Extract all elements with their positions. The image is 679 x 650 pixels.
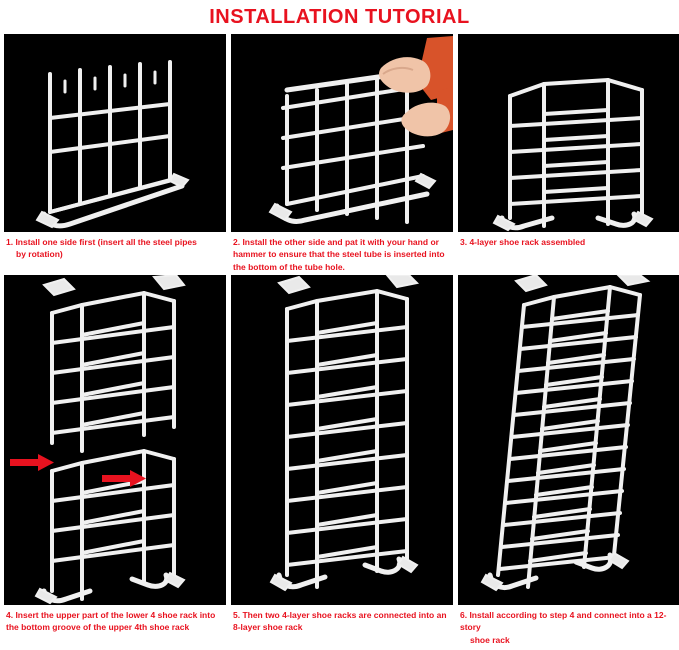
step-6-caption [458, 605, 679, 646]
step-1-caption-line2: by rotation) [16, 249, 63, 260]
step-6-caption-line2: shoe rack [470, 634, 510, 645]
step-1 [4, 34, 226, 273]
steps-grid [0, 34, 679, 646]
step-1-caption-line1: 1. Install one side first (insert all the steel pipes [6, 237, 197, 247]
four-layer-rack-illustration [458, 34, 679, 232]
step-2-caption [231, 232, 453, 273]
step-5-caption [231, 605, 453, 634]
second-side-install-illustration [231, 34, 453, 232]
step-2-image [231, 34, 453, 232]
side-frame-assembly-illustration [4, 34, 226, 232]
step-5 [231, 275, 453, 646]
step-3-image [458, 34, 679, 232]
step-1-image [4, 34, 226, 232]
step-4-caption [4, 605, 226, 634]
step-6-caption-line1: 6. Install according to step 4 and connect into a 12-story [460, 609, 667, 633]
twelve-layer-rack-illustration [458, 275, 679, 605]
step-2-caption-line3: into the bottom of the tube hole. [233, 249, 445, 272]
page-title: INSTALLATION TUTORIAL [209, 6, 470, 28]
step-4-caption-line1: 4. Insert the upper part of the lower 4 shoe rack [6, 609, 198, 620]
red-arrow-left [10, 454, 54, 471]
step-3-caption-line1: 3. 4-layer shoe rack assembled [460, 237, 586, 247]
step-2-caption-line2: or hammer to ensure that the steel tube is inserted [233, 237, 439, 260]
step-4 [4, 275, 226, 646]
step-4-caption-line2: into the bottom groove of the upper 4th shoe rack [6, 609, 216, 633]
step-3-caption [458, 232, 679, 248]
step-6 [458, 275, 679, 646]
step-3 [458, 34, 679, 273]
step-5-caption-line2: 8-layer shoe rack [233, 622, 303, 633]
step-5-caption-line1: 5. Then two 4-layer shoe racks are connected into an [233, 609, 447, 620]
step-1-caption [4, 232, 226, 261]
eight-layer-rack-illustration [231, 275, 453, 605]
stacking-racks-illustration [4, 275, 226, 605]
step-6-image [458, 275, 679, 605]
step-4-image [4, 275, 226, 605]
step-2 [231, 34, 453, 273]
step-2-caption-line1: 2. Install the other side and pat it with your hand [233, 237, 429, 247]
step-5-image [231, 275, 453, 605]
